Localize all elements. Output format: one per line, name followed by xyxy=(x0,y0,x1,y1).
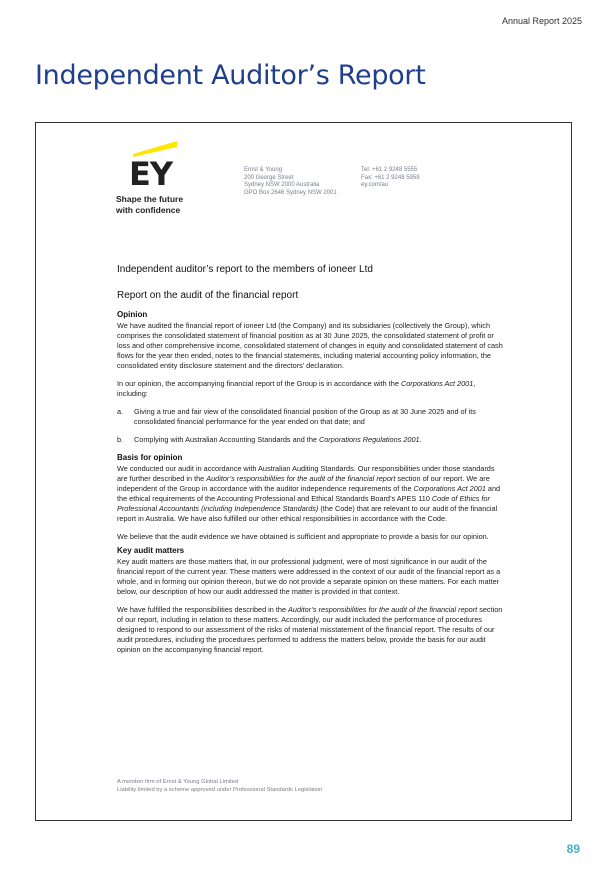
office-contact: Tel: +61 2 9248 5555 Fax: +61 2 9248 5959 ey.com/au xyxy=(361,167,420,188)
report-label: Annual Report 2025 xyxy=(501,16,582,26)
opinion-list-item-b: b. Complying with Australian Accounting Standards and the Corporations Regulations 2001. xyxy=(117,435,422,444)
basis-paragraph-2: We believe that the audit evidence we have obtained is sufficient and appropriate to provide a basis for our opinion. xyxy=(117,532,489,541)
embedded-report-page xyxy=(35,122,572,821)
section-heading-key-audit-matters: Key audit matters xyxy=(117,546,185,555)
opinion-paragraph-1: We have audited the financial report of ioneer Ltd (the Company) and its subsidiaries (collectively the Group), which comprises the consolidated statement of financial position as at 30 June 2025, the consolidated statement of profit or loss and other comprehensive income, consolidated statement of changes in equity and consolidated statement of cash flows for the year then ended, notes to the financial statements, including material accounting policy information, the consolidated entity disclosure statement and the directors’ declaration. xyxy=(117,321,503,370)
section-heading-basis: Basis for opinion xyxy=(117,453,183,462)
basis-paragraph-1: We conducted our audit in accordance with Australian Auditing Standards. Our responsibilities under those standards are further described in the Auditor’s responsibilities for the audit of the financial report section of our report. We are independent of the Group in accordance with the auditor independence requirements of the Corporations Act 2001 and the ethical requirements of the Accounting Professional and Ethical Standards Board’s APES 110 Code of Ethics for Professional Accountants (including Independence Standards) (the Code) that are relevant to our audit of the financial report in Australia. We have also fulfilled our other ethical responsibilities in accordance with the Code. xyxy=(117,464,501,523)
kam-paragraph-1: Key audit matters are those matters that, in our professional judgment, were of most significance in our audit of the financial report of the current year. These matters were addressed in the context of our audit of the financial report as a whole, and in forming our opinion thereon, but we do not provide a separate opinion on these matters. For each matter below, our description of how our audit addressed the matter is provided in that context. xyxy=(117,557,501,596)
page-number: 89 xyxy=(566,842,580,856)
ey-logo-letters: EY xyxy=(129,155,173,193)
office-address: Ernst & Young 200 George Street Sydney NSW 2000 Australia GPO Box 2646 Sydney NSW 2001 xyxy=(244,167,337,196)
ey-tagline: Shape the future with confidence xyxy=(116,194,184,215)
opinion-paragraph-2: In our opinion, the accompanying financial report of the Group is in accordance with the Corporations Act 2001, including: xyxy=(117,379,476,398)
report-body xyxy=(117,264,503,663)
section-heading-opinion: Opinion xyxy=(117,310,148,319)
report-subheading: Report on the audit of the financial report xyxy=(117,290,299,301)
report-heading: Independent auditor’s report to the members of ioneer Ltd xyxy=(117,264,373,275)
member-firm-note: A member firm of Ernst & Young Global Limited Liability limited by a scheme approved under Professional Standards Legislation xyxy=(117,779,323,793)
page-title: Independent Auditor’s Report xyxy=(35,60,426,91)
opinion-list-item-a: a. Giving a true and fair view of the consolidated financial position of the Group as at 30 June 2025 and of its consolidated financial performance for the year ended on that date; and xyxy=(117,407,476,426)
kam-paragraph-2: We have fulfilled the responsibilities described in the Auditor’s responsibilities for the audit of the financial report section of our report, including in relation to these matters. Accordingly, our audit included the performance of procedures designed to respond to our assessment of the risks of material misstatement of the financial report. The results of our audit procedures, including the procedures performed to address the matters below, provide the basis for our audit opinion on the accompanying financial report. xyxy=(117,605,503,654)
